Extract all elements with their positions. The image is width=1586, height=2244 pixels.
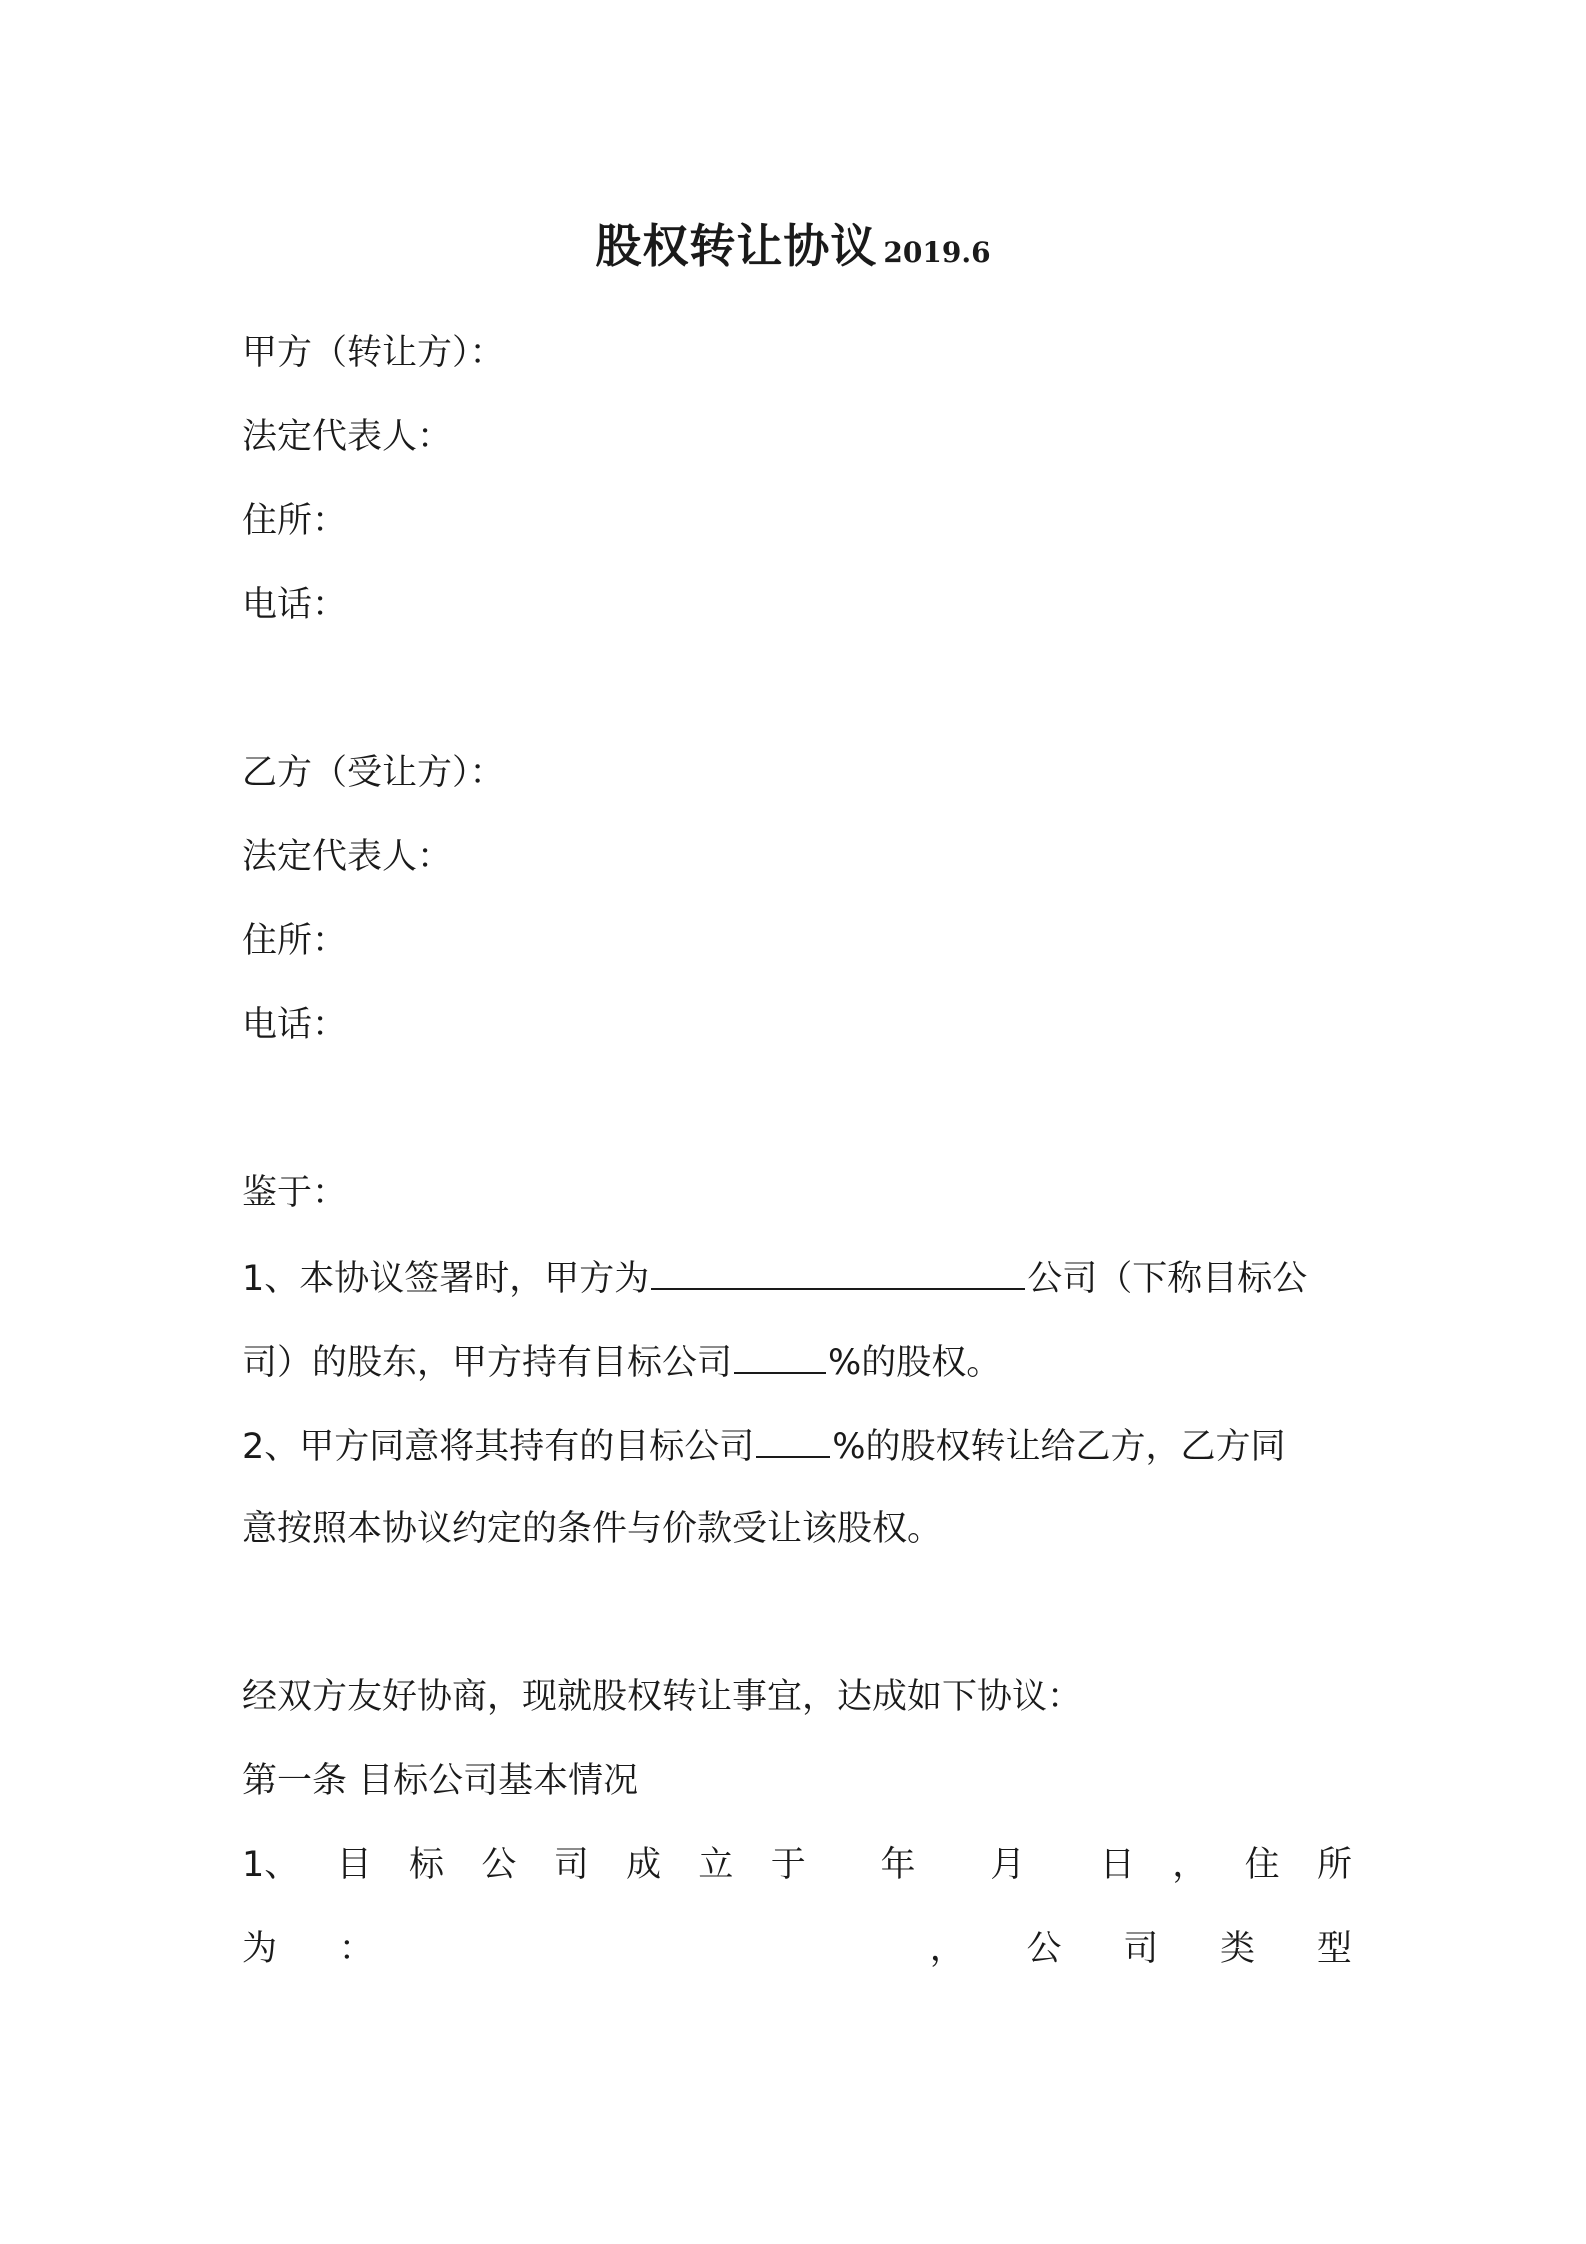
party-a-rep: 法定代表人： [242,417,453,457]
whereas-item1-text-c: 司）的股东，甲方持有目标公司 [242,1343,733,1383]
article1-heading: 第一条 目标公司基本情况 [242,1761,639,1801]
party-a-heading: 甲方（转让方）： [242,333,505,373]
share-percent-blank[interactable] [734,1336,826,1374]
whereas-item2-line2: 意按照本协议约定的条件与价款受让该股权。 [242,1509,943,1549]
a1-l1-token: 月 [990,1845,1026,1885]
whereas-item2-text-a: 2、甲方同意将其持有的目标公司 [242,1427,755,1467]
party-b-address: 住所： [242,921,348,961]
company-name-blank[interactable] [651,1252,1025,1290]
a1-l1-token: 公 [481,1845,517,1885]
a1-l2-token: 型 [1316,1929,1352,1969]
a1-l1-token: ， [1172,1845,1208,1885]
a1-l1-token: 所 [1316,1845,1352,1885]
whereas-item2-line1 [242,1420,1286,1472]
party-b-heading: 乙方（受让方）： [242,753,505,793]
party-a-phone: 电话： [242,585,348,625]
a1-l1-token: 日 [1099,1845,1135,1885]
transfer-percent-blank[interactable] [756,1420,830,1458]
article1-item1-line2 [242,1924,1352,1974]
a1-l2-token: 司 [1123,1929,1159,1969]
a1-l1-token: 目 [336,1845,372,1885]
whereas-item1-text-a: 1、本协议签署时，甲方为 [242,1259,650,1299]
article1-item1-line1 [242,1840,1352,1890]
a1-l2-token: 类 [1220,1929,1256,1969]
a1-l1-token: 住 [1244,1845,1280,1885]
whereas-item2-text-b: %的股权转让给乙方，乙方同 [832,1427,1286,1467]
whereas-item1-text-d: %的股权。 [828,1343,1002,1383]
a1-l2-token: 为 [242,1929,278,1969]
title-main: 股权转让协议 [595,219,878,273]
a1-l1-token: 司 [553,1845,589,1885]
title-version: 2019.6 [883,236,991,269]
a1-l1-token: 成 [626,1845,662,1885]
agreement-intro: 经双方友好协商，现就股权转让事宜，达成如下协议： [242,1677,1083,1717]
a1-l1-token: 于 [770,1845,806,1885]
party-b-phone: 电话： [242,1005,348,1045]
a1-l2-token: ： [338,1929,374,1969]
a1-l1-token: 立 [698,1845,734,1885]
a1-l2-token: ， [929,1929,965,1969]
document-title [0,212,1586,287]
a1-l1-token: 标 [408,1845,444,1885]
whereas-heading: 鉴于： [242,1173,348,1213]
whereas-item1-line1 [242,1252,1307,1304]
a1-l1-token: 1、 [242,1845,300,1885]
a1-l2-token: 公 [1026,1929,1062,1969]
whereas-item1-line2 [242,1336,1001,1388]
a1-l1-token: 年 [880,1845,916,1885]
party-b-rep: 法定代表人： [242,837,453,877]
whereas-item1-text-b: 公司（下称目标公 [1027,1259,1308,1299]
party-a-address: 住所： [242,501,348,541]
